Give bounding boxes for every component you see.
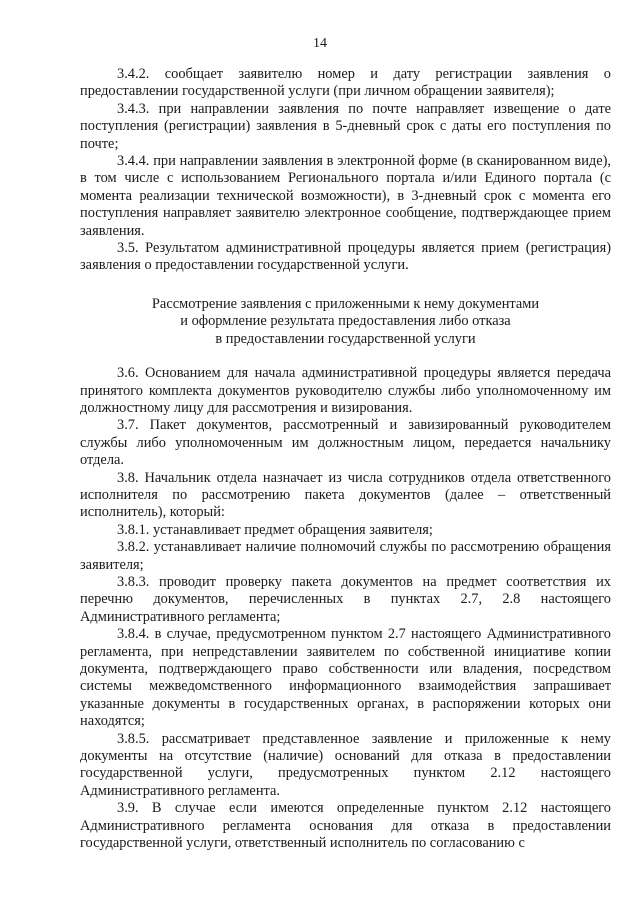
paragraph-3-8-2: 3.8.2. устанавливает наличие полномочий службы по рассмотрению обращения заявителя; — [80, 539, 611, 573]
paragraph-3-6: 3.6. Основанием для начала административной процедуры является передача принятого комплекта документов руководителю службы либо уполномоченному им должностному лицу для рассмотрения и визирования. — [80, 365, 611, 416]
section-heading-line-2: и оформление результата предоставления либо отказа — [180, 313, 511, 330]
paragraph-3-4-2: 3.4.2. сообщает заявителю номер и дату регистрации заявления о предоставлении государственной услуги (при личном обращении заявителя); — [80, 66, 611, 100]
section-heading-line-1: Рассмотрение заявления с приложенными к нему документами — [151, 295, 540, 312]
paragraph-3-9: 3.9. В случае если имеются определенные пунктом 2.12 настоящего Административного регламента основания для отказа в предоставлении государственной услуги, ответственный исполнитель по согласованию с — [80, 800, 611, 852]
paragraph-3-8: 3.8. Начальник отдела назначает из числа сотрудников отдела ответственного исполнителя по рассмотрению пакета документов (далее – ответственный исполнитель), который: — [80, 469, 611, 521]
page-number: 14 — [313, 36, 327, 51]
document-body — [80, 66, 611, 852]
paragraph-3-4-4: 3.4.4. при направлении заявления в электронной форме (в сканированном виде), в том числе с использованием Регионального портала и/или Единого портала (с момента реализации технической возможности), в 3-дневный срок с момента его поступления направляет заявителю электронное сообщение, подтверждающее прием заявления. — [80, 153, 611, 239]
paragraph-3-8-3: 3.8.3. проводит проверку пакета документов на предмет соответствия их перечню документов, перечисленных в пунктах 2.7, 2.8 настоящего Административного регламента; — [80, 573, 611, 625]
paragraph-3-8-4: 3.8.4. в случае, предусмотренном пунктом 2.7 настоящего Административного регламента, при непредставлении заявителем по собственной инициативе копии документа, подтверждающего право собственности или владения, посредством системы межведомственного информационного взаимодействия запрашивает указанные документы в государственных органах, в распоряжении которых они находятся; — [80, 626, 611, 730]
section-heading — [80, 296, 611, 348]
paragraph-3-8-1: 3.8.1. устанавливает предмет обращения заявителя; — [117, 521, 433, 538]
paragraph-3-4-3: 3.4.3. при направлении заявления по почте направляет извещение о дате поступления (регистрации) заявления в 5-дневный срок с даты его поступления по почте; — [80, 100, 611, 152]
paragraph-3-5: 3.5. Результатом административной процедуры является прием (регистрация) заявления о предоставлении государственной услуги. — [80, 240, 611, 274]
section-heading-line-3: в предоставлении государственной услуги — [215, 330, 476, 347]
paragraph-3-8-5: 3.8.5. рассматривает представленное заявление и приложенные к нему документы на отсутствие (наличие) оснований для отказа в предоставлении государственной услуги, предусмотренных пунктом 2.12 настоящего Административного регламента. — [80, 730, 611, 799]
paragraph-3-7: 3.7. Пакет документов, рассмотренный и завизированный руководителем службы либо уполномоченным им должностным лицом, передается начальнику отдела. — [80, 417, 611, 469]
